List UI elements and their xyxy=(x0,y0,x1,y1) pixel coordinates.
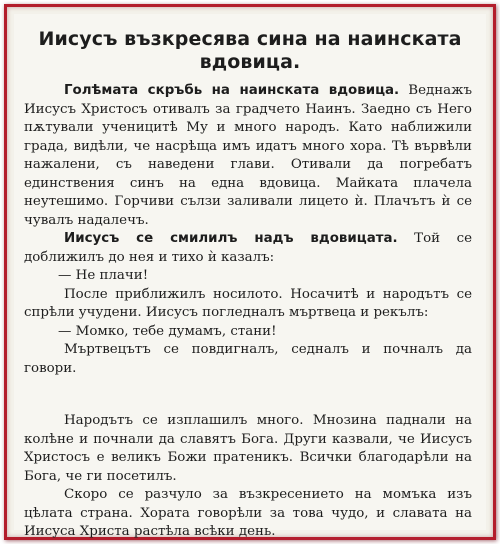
paragraph-jesus-pity xyxy=(24,230,472,267)
paragraph-widow-grief xyxy=(24,82,472,230)
paragraph-text: Народътъ се изплашилъ много. Мнозина паднали на колѣне и почнали да славятъ Бога. Други казвали, че Иисусъ Христосъ е великъ Божи пратеникъ. Всички благодарѣли на Бога, че ги посетилъ. xyxy=(24,413,472,484)
paragraph-text: Веднажъ Иисусъ Христосъ отивалъ за градчето Наинъ. Заедно съ Него пѫтували ученицитѣ Му и много народъ. Като наближили града, видѣли, че насрѣща имъ идатъ много хора. Тѣ вървѣли нажалени, съ наведени глави. Отивали да погребатъ единствения синъ на една вдовица. Майката плачела неутешимо. Горчиви сълзи заливали лицето ѝ. Плачътъ ѝ се чувалъ надалечъ. xyxy=(24,83,472,228)
paragraph-crowd xyxy=(24,412,472,486)
paragraph-bier xyxy=(24,286,472,323)
paragraph-text: — Момко, тебе думамъ, стани! xyxy=(58,323,277,339)
story-body xyxy=(24,82,472,542)
paragraph-text: Скоро се разчуло за възкресението на момъка изъ цѣлата страна. Хората говорѣли за това чудо, и славата на Иисуса Христа растѣла всѣки день. xyxy=(24,487,472,539)
paragraph-text: — Не плачи! xyxy=(58,268,149,283)
paragraph-text: Той се доближилъ до нея и тихо ѝ казалъ: xyxy=(24,231,472,265)
paragraph-text: Мъртвецътъ се повдигналъ, седналъ и почналъ да говори. xyxy=(24,342,472,376)
paragraph-lead: Голѣмата скръбь на наинската вдовица. xyxy=(64,83,400,98)
page-frame xyxy=(4,4,496,540)
dialog-line xyxy=(24,323,472,342)
paragraph-gap xyxy=(24,378,472,412)
paragraph-text: После приближилъ носилото. Носачитѣ и народътъ се спрѣли учудени. Иисусъ погледналъ мъртвеца и рекълъ: xyxy=(24,286,472,320)
page-title: Иисусъ възкресява сина на наинската вдовица. xyxy=(38,28,462,73)
paragraph-dead-rises xyxy=(24,341,472,378)
paragraph-fame xyxy=(24,486,472,542)
dialog-line xyxy=(24,267,472,286)
text-page xyxy=(14,14,486,539)
paragraph-lead: Иисусъ се смилилъ надъ вдовицата. xyxy=(64,231,398,246)
